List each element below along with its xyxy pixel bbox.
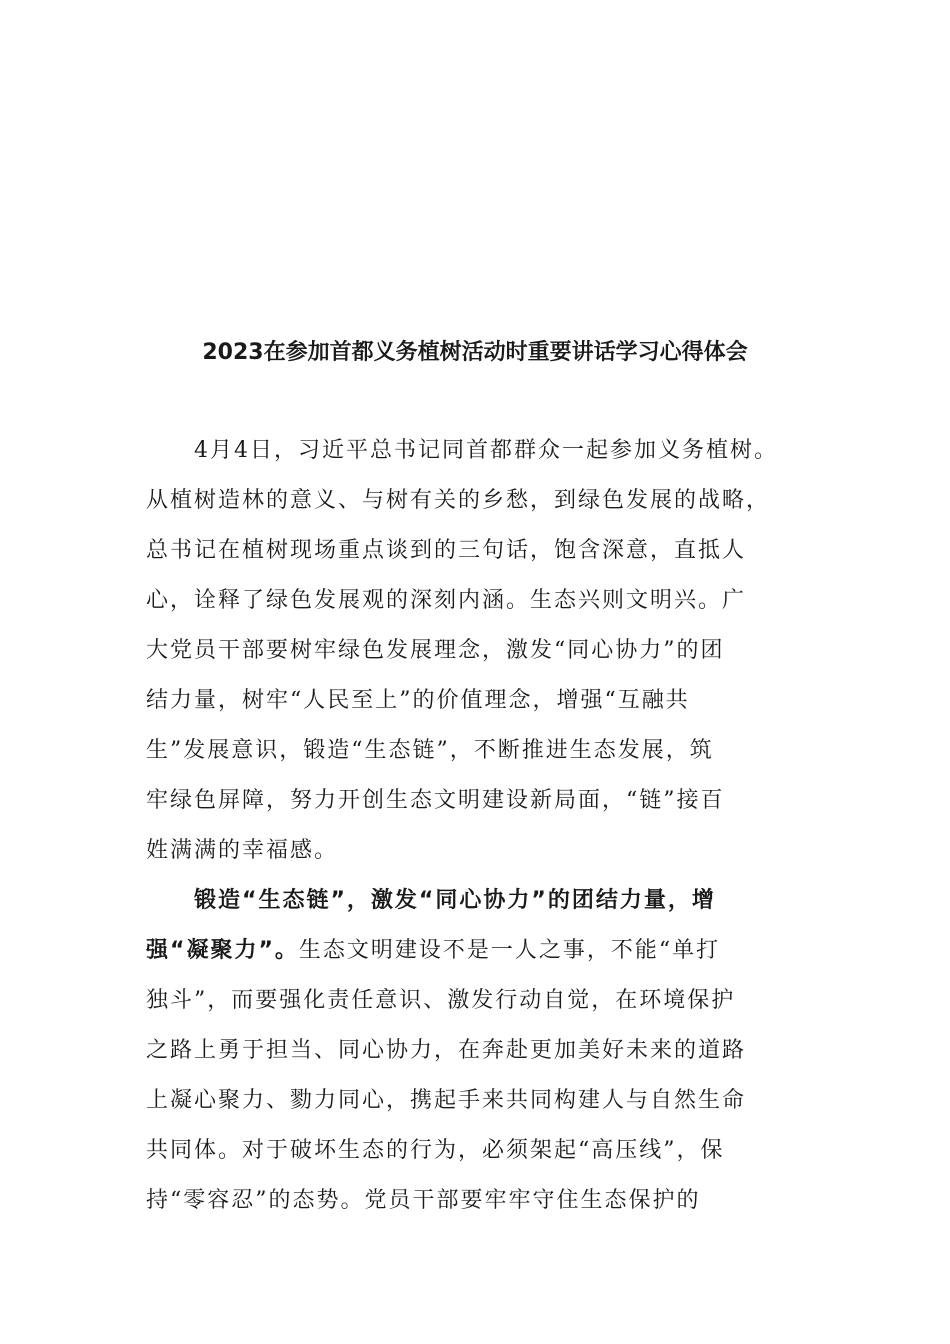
text-line: 大党员干部要树牢绿色发展理念，激发“同心协力”的团 <box>146 638 725 663</box>
text-line: 共同体。对于破坏生态的行为，必须架起“高压线”，保 <box>146 1138 725 1163</box>
text-line: 总书记在植树现场重点谈到的三句话，饱含深意，直抵人 <box>146 538 747 563</box>
section-heading-tail: 强“凝聚力”。 <box>146 938 299 963</box>
text-line: 牢绿色屏障，努力开创生态文明建设新局面，“链”接百 <box>146 788 725 813</box>
text-line-rest: 生态文明建设不是一人之事，不能“单打 <box>298 938 721 963</box>
text-line: 之路上勇于担当、同心协力，在奔赴更加美好未来的道路 <box>146 1038 747 1063</box>
text-line: 结力量，树牢“人民至上”的价值理念，增强“互融共 <box>146 688 690 713</box>
text-line: 姓满满的幸福感。 <box>146 838 339 863</box>
paragraph-intro <box>146 426 810 876</box>
paragraph-section-1 <box>146 876 810 1226</box>
document-title: 2023在参加首都义务植树活动时重要讲话学习心得体会 <box>202 340 748 365</box>
text-line: 4月4日，习近平总书记同首都群众一起参加义务植树。 <box>194 438 778 463</box>
text-line: 心，诠释了绿色发展观的深刻内涵。生态兴则文明兴。广 <box>146 588 747 613</box>
text-line: 上凝心聚力、勠力同心，携起手来共同构建人与自然生命 <box>146 1088 747 1113</box>
text-line: 从植树造林的意义、与树有关的乡愁，到绿色发展的战略， <box>146 488 771 513</box>
text-line <box>146 926 810 976</box>
text-line: 持“零容忍”的态势。党员干部要牢牢守住生态保护的 <box>146 1188 701 1213</box>
section-heading-line: 锻造“生态链”，激发“同心协力”的团结力量，增 <box>194 888 716 913</box>
text-line: 独斗”，而要强化责任意识、激发行动自觉，在环境保护 <box>146 988 736 1013</box>
text-line: 生”发展意识，锻造“生态链”，不断推进生态发展，筑 <box>146 738 714 763</box>
